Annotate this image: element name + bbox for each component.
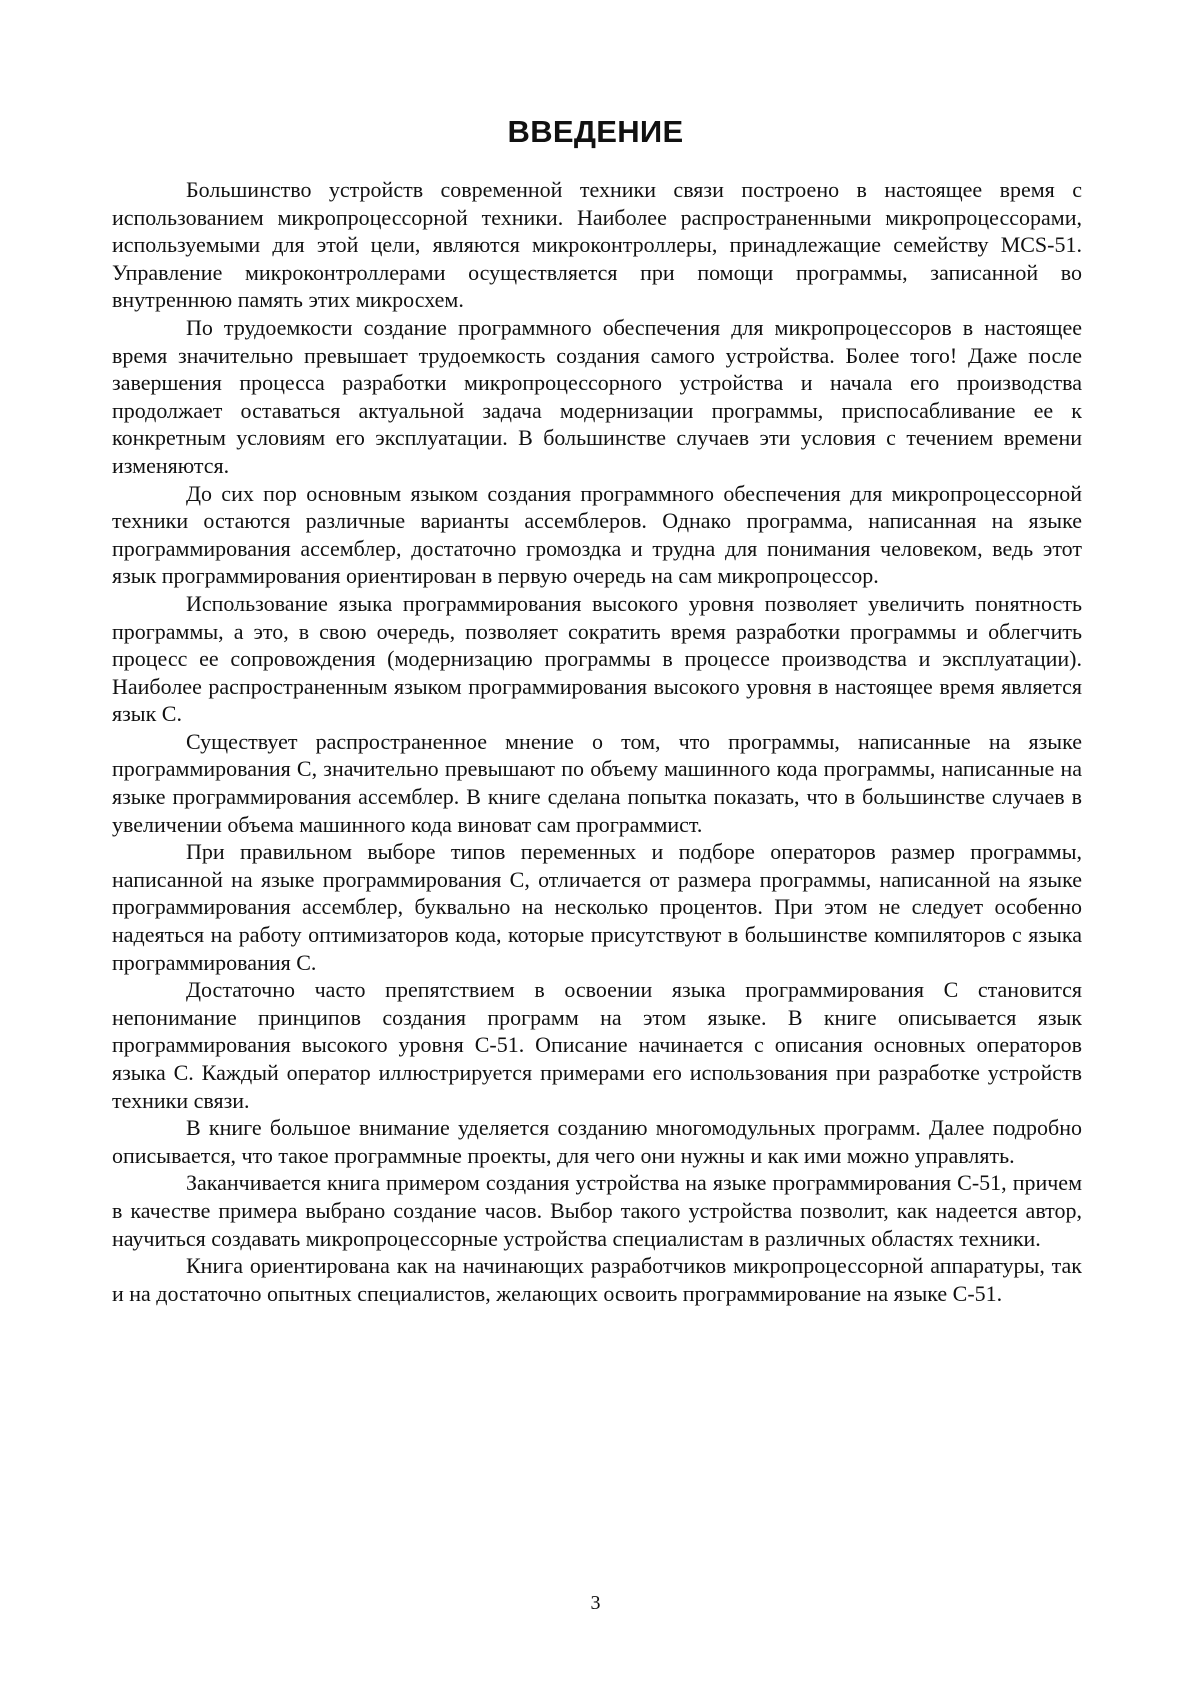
page-number: 3 [590,1592,601,1614]
body-text [112,176,1082,1307]
paragraph-3: До сих пор основным языком создания программного обеспечения для микропроцессорной техники остаются различные варианты ассемблеров. Однако программа, написанная на языке программирования ассемблер, достаточно громоздка и трудна для понимания человеком, ведь этот язык программирования ориентирован в первую очередь на сам микропроцессор. [112,480,1082,589]
paragraph-5: Существует распространенное мнение о том, что программы, написанные на языке программирования С, значительно превышают по объему машинного кода программы, написанные на языке программирования ассемблер. В книге сделана попытка показать, что в большинстве случаев в увеличении объема машинного кода виноват сам программист. [112,728,1082,837]
page-title: ВВЕДЕНИЕ [507,114,684,149]
paragraph-8: В книге большое внимание уделяется созданию многомодульных программ. Далее подробно описывается, что такое программные проекты, для чего они нужны и как ими можно управлять. [112,1115,1082,1168]
paragraph-10: Книга ориентирована как на начинающих разработчиков микропроцессорной аппаратуры, так и на достаточно опытных специалистов, желающих освоить программирование на языке С-51. [112,1253,1082,1306]
paragraph-4: Использование языка программирования высокого уровня позволяет увеличить понятность программы, а это, в свою очередь, позволяет сократить время разработки программы и облегчить процесс ее сопровождения (модернизацию программы в процессе производства и эксплуатации). Наиболее распространенным языком программирования высокого уровня в настоящее время является язык С. [112,590,1082,727]
paragraph-9: Заканчивается книга примером создания устройства на языке программирования С-51, причем в качестве примера выбрано создание часов. Выбор такого устройства позволит, как надеется автор, научиться создавать микропроцессорные устройства специалистам в различных областях техники. [112,1170,1082,1251]
paragraph-2: По трудоемкости создание программного обеспечения для микропроцессоров в настоящее время значительно превышает трудоемкость создания самого устройства. Более того! Даже после завершения процесса разработки микропроцессорного устройства и начала его производства продолжает оставаться актуальной задача модернизации программы, приспосабливание ее к конкретным условиям его эксплуатации. В большинстве случаев эти условия с течением времени изменяются. [112,314,1082,478]
paragraph-1: Большинство устройств современной техники связи построено в настоящее время с использованием микропроцессорной техники. Наиболее распространенными микропроцессорами, используемыми для этой цели, являются микроконтроллеры, принадлежащие семейству MCS-51. Управление микроконтроллерами осуществляется при помощи программы, записанной во внутреннюю память этих микросхем. [112,177,1082,313]
paragraph-6: При правильном выборе типов переменных и подборе операторов размер программы, написанной на языке программирования С, отличается от размера программы, написанной на языке программирования ассемблер, буквально на несколько процентов. При этом не следует особенно надеяться на работу оптимизаторов кода, которые присутствуют в большинстве компиляторов с языка программирования С. [112,839,1082,975]
paragraph-7: Достаточно часто препятствием в освоении языка программирования С становится непонимание принципов создания программ на этом языке. В книге описывается язык программирования высокого уровня С-51. Описание начинается с описания основных операторов языка С. Каждый оператор иллюстрируется примерами его использования при разработке устройств техники связи. [112,977,1082,1113]
